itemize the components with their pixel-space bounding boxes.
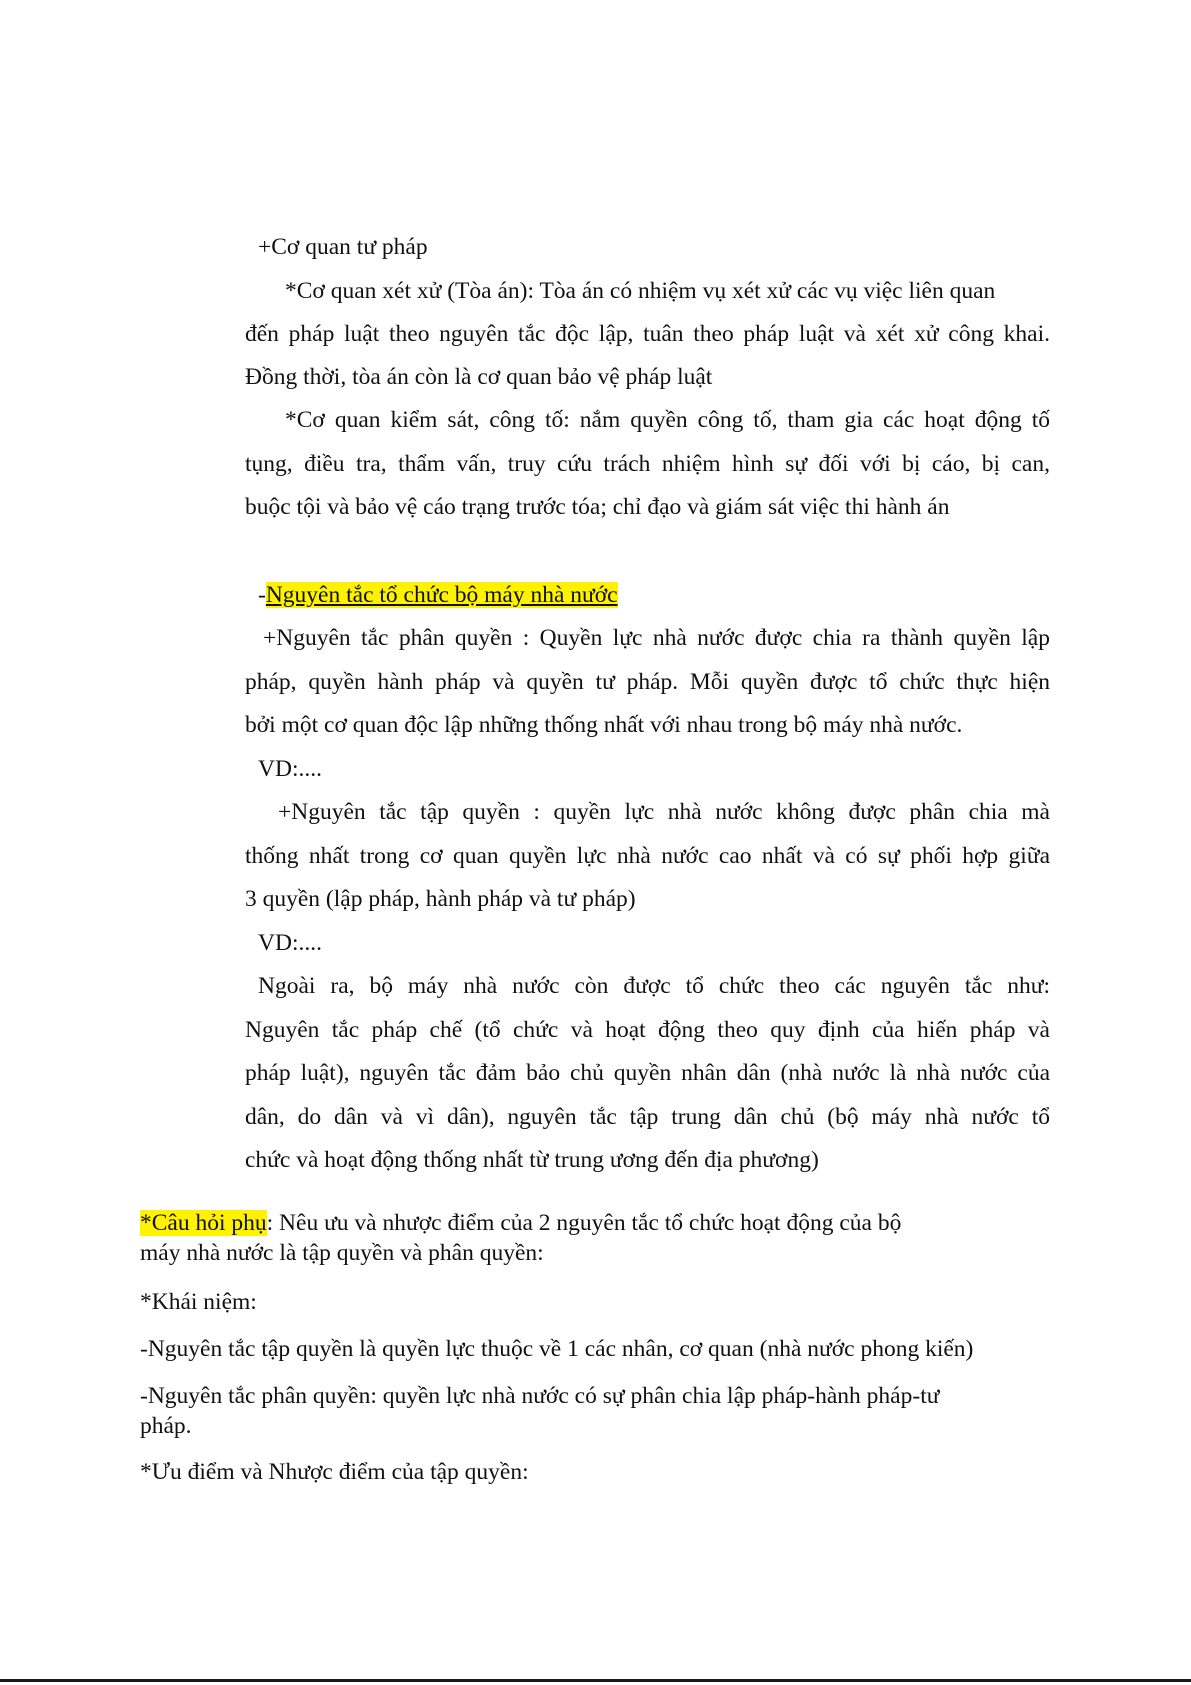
question-line [140, 1208, 901, 1238]
text-line: pháp. [140, 1413, 192, 1439]
text-line: pháp luật), nguyên tắc đảm bảo chủ quyền nhân dân (nhà nước là nhà nước của [245, 1060, 1050, 1086]
text-line: *Ưu điểm và Nhược điểm của tập quyền: [140, 1459, 529, 1485]
text-line: Ngoài ra, bộ máy nhà nước còn được tổ chức theo các nguyên tắc như: [258, 973, 1050, 999]
text-line: *Cơ quan xét xử (Tòa án): Tòa án có nhiệm vụ xét xử các vụ việc liên quan [285, 278, 996, 304]
text-line: -Nguyên tắc tập quyền là quyền lực thuộc về 1 các nhân, cơ quan (nhà nước phong kiến) [140, 1336, 974, 1362]
text-line: bởi một cơ quan độc lập những thống nhất với nhau trong bộ máy nhà nước. [245, 712, 963, 738]
section-heading [258, 580, 618, 610]
heading-dash: - [258, 582, 266, 608]
text-line: Đồng thời, tòa án còn là cơ quan bảo vệ pháp luật [245, 364, 713, 390]
text-line: buộc tội và bảo vệ cáo trạng trước tóa; chỉ đạo và giám sát việc thi hành án [245, 494, 950, 520]
text-line: *Cơ quan kiểm sát, công tố: nắm quyền công tố, tham gia các hoạt động tố [285, 407, 1050, 433]
text-line: dân, do dân và vì dân), nguyên tắc tập trung dân chủ (bộ máy nhà nước tổ [245, 1104, 1050, 1130]
text-line: máy nhà nước là tập quyền và phân quyền: [140, 1240, 544, 1266]
text-line: +Nguyên tắc tập quyền : quyền lực nhà nước không được phân chia mà [278, 799, 1050, 825]
text-line: -Nguyên tắc phân quyền: quyền lực nhà nước có sự phân chia lập pháp-hành pháp-tư [140, 1383, 940, 1409]
text-line: +Nguyên tắc phân quyền : Quyền lực nhà nước được chia ra thành quyền lập [263, 625, 1050, 651]
text-line: VD:.... [258, 930, 322, 956]
text-line: Nguyên tắc pháp chế (tổ chức và hoạt động theo quy định của hiến pháp và [245, 1017, 1050, 1043]
text-line: pháp, quyền hành pháp và quyền tư pháp. Mỗi quyền được tổ chức thực hiện [245, 669, 1050, 695]
question-text: : Nêu ưu và nhược điểm của 2 nguyên tắc tổ chức hoạt động của bộ [266, 1210, 902, 1236]
text-line: 3 quyền (lập pháp, hành pháp và tư pháp) [245, 886, 636, 912]
text-line: +Cơ quan tư pháp [258, 234, 428, 260]
highlighted-heading: Nguyên tắc tổ chức bộ máy nhà nước [265, 582, 618, 608]
highlighted-question-label: *Câu hỏi phụ [140, 1210, 267, 1236]
text-line: *Khái niệm: [140, 1289, 257, 1315]
text-line: thống nhất trong cơ quan quyền lực nhà nước cao nhất và có sự phối hợp giữa [245, 843, 1050, 869]
text-line: tụng, điều tra, thẩm vấn, truy cứu trách nhiệm hình sự đối với bị cáo, bị can, [245, 451, 1050, 477]
text-line: chức và hoạt động thống nhất từ trung ương đến địa phương) [245, 1147, 819, 1173]
text-line: VD:.... [258, 756, 322, 782]
page-bottom-rule [0, 1679, 1191, 1682]
text-line: đến pháp luật theo nguyên tắc độc lập, tuân theo pháp luật và xét xử công khai. [245, 321, 1050, 347]
